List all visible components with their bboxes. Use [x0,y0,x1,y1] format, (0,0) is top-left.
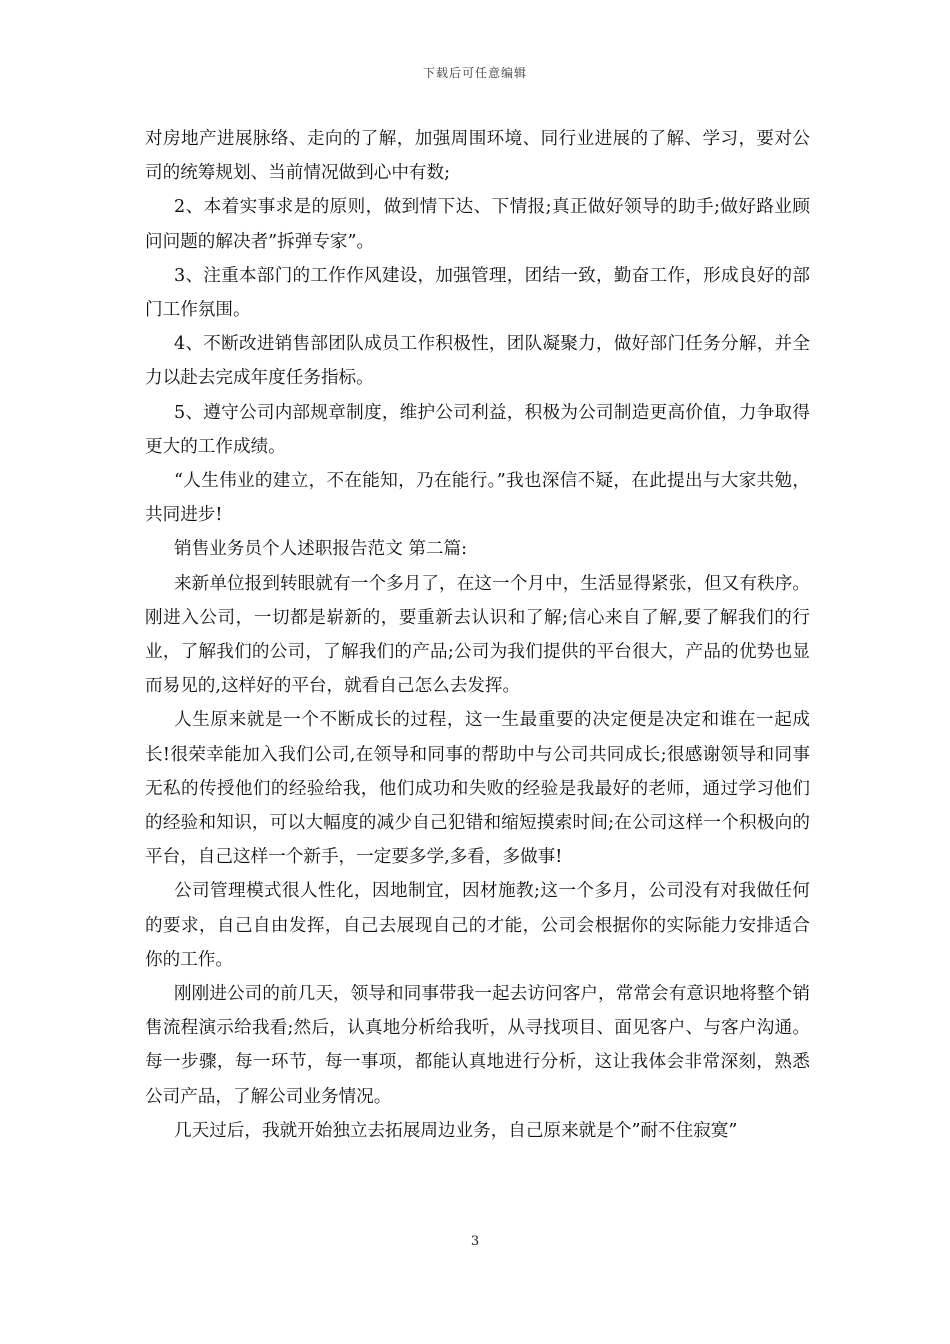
paragraph-quote: “人生伟业的建立，不在能知，乃在能行。”我也深信不疑，在此提出与大家共勉，共同进步! [145,471,810,526]
paragraph-item-4: 4、不断改进销售部团队成员工作积极性，团队凝聚力，做好部门任务分解，并全力以赴去完成年度任务指标。 [145,334,810,389]
paragraph-management: 公司管理模式很人性化，因地制宜，因材施教;这一个多月，公司没有对我做任何的要求，自己自由发挥，自己去展现自己的才能，公司会根据你的实际能力安排适合你的工作。 [145,881,810,970]
paragraph-item-3: 3、注重本部门的工作作风建设，加强管理，团结一致，勤奋工作，形成良好的部门工作氛围。 [145,265,810,321]
paragraph-first-days: 刚刚进公司的前几天，领导和同事带我一起去访问客户，常常会有意识地将整个销售流程演示给我看;然后，认真地分析给我听，从寻找项目、面见客户、与客户沟通。每一步骤，每一环节，每一事项，都能认真地进行分析，这让我体会非常深刻，熟悉公司产品，了解公司业务情况。 [145,984,810,1107]
section-heading: 销售业务员个人述职报告范文 第二篇: [174,539,468,560]
document-body [145,122,810,1148]
paragraph-item-2: 2、本着实事求是的原则，做到情下达、下情报;真正做好领导的助手;做好路业顾问问题的解决者”拆弹专家”。 [145,197,810,252]
paragraph-intro: 来新单位报到转眼就有一个多月了，在这一个月中，生活显得紧张，但又有秩序。刚进入公司，一切都是崭新的，要重新去认识和了解;信心来自了解,要了解我们的行业，了解我们的公司，了解我们的产品;公司为我们提供的平台很大，产品的优势也显而易见的,这样好的平台，就看自己怎么去发挥。 [145,573,810,697]
paragraph-after-days: 几天过后，我就开始独立去拓展周边业务，自己原来就是个”耐不住寂寞” [174,1120,738,1141]
page-header: 下载后可任意编辑 [422,66,527,80]
paragraph-continuation: 对房地产进展脉络、走向的了解，加强周围环境、同行业进展的了解、学习，要对公司的统筹规划、当前情况做到心中有数; [145,129,810,184]
page-number: 3 [470,1234,480,1249]
paragraph-growth: 人生原来就是一个不断成长的过程，这一生最重要的决定便是决定和谁在一起成长!很荣幸能加入我们公司,在领导和同事的帮助中与公司共同成长;很感谢领导和同事无私的传授他们的经验给我，他们成功和失败的经验是我最好的老师，通过学习他们的经验和知识，可以大幅度的减少自己犯错和缩短摸索时间;在公司这样一个积极向的平台，自己这样一个新手，一定要多学,多看，多做事! [145,710,810,868]
paragraph-item-5: 5、遵守公司内部规章制度，维护公司利益，积极为公司制造更高价值，力争取得更大的工作成绩。 [145,402,810,457]
